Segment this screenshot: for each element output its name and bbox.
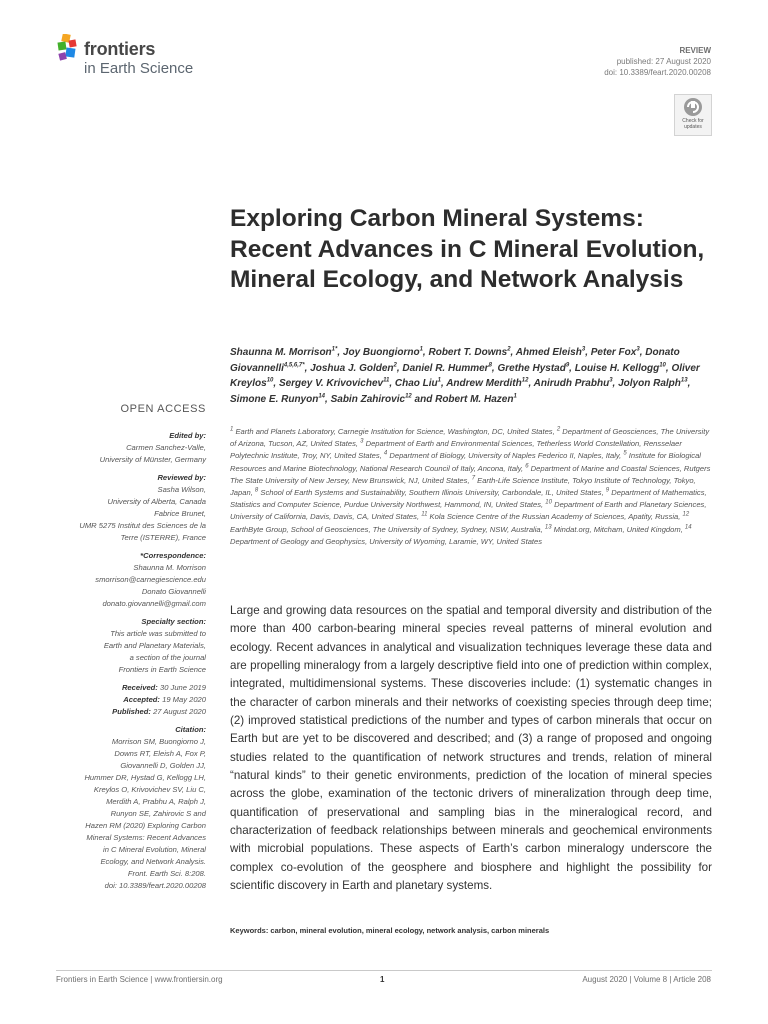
author-affiliation-marker: 1* — [331, 346, 338, 353]
affiliation-item: Kola Science Centre of the Russian Academy of Sciences, Apatity, Russia, — [427, 512, 683, 522]
affiliation-marker: 11 — [421, 511, 428, 518]
correspondence-line[interactable]: donato.giovannelli@gmail.com — [102, 599, 206, 608]
open-access-label: OPEN ACCESS — [120, 403, 206, 415]
specialty-heading: Specialty section: — [141, 617, 206, 626]
author-name[interactable]: Sergey V. Krivovichev$^{11}$ — [278, 377, 390, 390]
author-affiliation-marker: 10 — [659, 362, 666, 369]
editor-line: Carmen Sanchez-Valle, — [126, 443, 206, 452]
author-name[interactable]: Donato Giovannelli$^{4,5,6,7*}$ — [230, 347, 680, 374]
abstract-text: Large and growing data resources on the spatial and temporal diversity and distribution of the more than 400 carbon-bearing mineral species reveal patterns of mineral evolution and ecology. Recent advances in analytical and visualization techniques leverage these data and are propelling mineralogy from a largely descriptive field into one of prediction within complex, integrated, multidimensional systems. These discoveries include: (1) systematic changes in the character of carbon minerals and their networks of coexisting species through deep time; (2) improved statistical predictions of the number and types of carbon minerals that occur on Earth but are yet to be discovered and described; and (3) a range of proposed and ongoing studies related to the quantification of network structures and trends, relation of mineral “natural kinds” to their genetic environments, prediction of the location of mineral species across the globe, examination of the tectonic drivers of mineralization through deep time, quantification of preservational and sampling bias in the mineralogical record, and characterization of feedback relationships between minerals and geochemical environments with microbial populations. These aspects of Earth’s carbon mineralogy underscore the complex co-evolution of the geosphere and biosphere and highlight the possibility for scientific discovery in Earth and planetary systems. — [230, 604, 712, 893]
affiliation-marker: 6 — [525, 463, 529, 470]
affiliation-item: Department of Earth and Environmental Sciences, Tetherless World Constellation, Rensselaer Polytechnic Institute, Troy, NY, United States, — [230, 439, 682, 461]
page-number: 1 — [380, 975, 385, 984]
correspondence-heading: *Correspondence: — [140, 551, 206, 560]
frontiers-logo-icon — [56, 34, 80, 64]
logo-wordmark: frontiers — [84, 39, 156, 59]
correspondence-line: Shaunna M. Morrison — [133, 563, 206, 572]
author-affiliation-marker: 3 — [609, 377, 613, 384]
accepted-date: Accepted: 19 May 2020 — [123, 695, 206, 704]
affiliation-marker: 2 — [556, 426, 561, 433]
author-name[interactable]: Ahmed Eleish$^3$ — [515, 346, 586, 358]
citation-line: Hummer DR, Hystad G, Kellogg LH, — [84, 773, 206, 782]
citation-line: Giovannelli D, Golden JJ, — [120, 761, 206, 770]
footer-divider — [56, 970, 712, 971]
affiliation-list — [230, 426, 715, 548]
article-doi[interactable]: doi: 10.3389/feart.2020.00208 — [604, 68, 711, 77]
affiliation-marker: 4 — [383, 450, 388, 457]
citation-line: Hazen RM (2020) Exploring Carbon — [85, 821, 206, 830]
author-affiliation-marker: 14 — [318, 393, 326, 400]
citation-line: Ecology, and Network Analysis. — [100, 857, 206, 866]
author-name[interactable]: Louise H. Kellogg$^{10}$ — [574, 362, 666, 374]
affiliation-item: Department of Geology and Geophysics, University of Wyoming, Laramie, WY, United States — [230, 536, 543, 546]
check-updates-icon — [675, 95, 711, 119]
affiliation-item: Earth and Planets Laboratory, Carnegie Institution for Science, Washington, DC, United States, — [233, 427, 557, 436]
affiliation-marker: 5 — [623, 450, 627, 457]
journal-logo[interactable] — [56, 34, 226, 80]
affiliation-item: Department of Marine and Coastal Sciences, Rutgers The State University of New Jersey, New Brunswick, NJ, United States, — [230, 463, 711, 485]
journal-name: in Earth Science — [84, 60, 194, 77]
author-affiliation-marker: 3 — [581, 346, 586, 353]
article-meta — [604, 45, 711, 78]
edited-by-heading: Edited by: — [169, 431, 206, 440]
author-affiliation-marker: 11 — [383, 377, 390, 384]
affiliation-item: Earth-Life Science Institute, Tokyo Institute of Technology, Tokyo, Japan, — [230, 475, 696, 498]
correspondence-info — [40, 562, 206, 610]
author-name[interactable]: Robert M. Hazen$^1$ — [435, 393, 517, 405]
affiliation-marker: 12 — [682, 511, 690, 518]
author-affiliation-marker: 4,5,6,7* — [283, 362, 305, 369]
citation-line: Merdith A, Prabhu A, Ralph J, — [106, 797, 206, 806]
author-name[interactable]: Robert T. Downs$^2$ — [428, 346, 511, 358]
author-name[interactable]: Peter Fox$^3$ — [590, 346, 640, 358]
affiliation-item: Department of Biology, University of Naples Federico II, Naples, Italy, — [387, 451, 624, 461]
citation-line: Mineral Systems: Recent Advances — [86, 833, 206, 842]
author-affiliation-marker: 2 — [393, 362, 397, 369]
author-affiliation-marker: 1 — [437, 377, 441, 384]
specialty-info — [40, 628, 206, 676]
citation-line: doi: 10.3389/feart.2020.00208 — [104, 881, 206, 890]
reviewer-line: Fabrice Brunet, — [154, 509, 206, 518]
citation-line: Downs RT, Eleish A, Fox P, — [114, 749, 206, 758]
specialty-line: a section of the journal — [129, 653, 206, 662]
article-info-sidebar — [40, 430, 206, 898]
author-list: Shaunna M. Morrison$^{1*}$, Joy Buongiorno$^1$, Robert T. Downs$^2$, Ahmed Eleish$^3$, Peter Fox$^3$, Donato Giovannelli$^{4,5,6,7*}$, Joshua J. Golden$^2$, Daniel R. Hummer$^8$, Grethe Hystad$^9$, Louise H. Kellogg$^{10}$, Oliver Kreylos$^{10}$, Sergey V. Krivovichev$^{11}$, Chao Liu$^1$, Andrew Merdith$^{12}$, Anirudh Prabhu$^3$, Jolyon Ralph$^{13}$, Simone E. Runyon$^{14}$, Sabin Zahirovic$^{12}$ and Robert M. Hazen$^1$ — [230, 346, 700, 405]
editor-line: University of Münster, Germany — [99, 455, 206, 464]
affiliation-item: Department of Earth and Planetary Sciences, University of California, Davis, Davis, CA, United States, — [230, 500, 707, 522]
check-for-updates-button[interactable] — [674, 94, 712, 136]
check-updates-label: Check for updates — [682, 118, 704, 130]
published-date-sidebar: Published: 27 August 2020 — [112, 707, 206, 716]
citation-line: Runyon SE, Zahirovic S and — [110, 809, 206, 818]
author-affiliation-marker: 12 — [405, 393, 412, 400]
author-affiliation-marker: 9 — [565, 362, 570, 369]
citation-line: Kreylos O, Krivovichev SV, Liu C, — [93, 785, 206, 794]
footer-issue-info: August 2020 | Volume 8 | Article 208 — [582, 975, 711, 984]
reviewed-by-heading: Reviewed by: — [157, 473, 206, 482]
citation-line: Front. Earth Sci. 8:208. — [127, 869, 206, 878]
published-date: published: 27 August 2020 — [616, 57, 711, 66]
specialty-line: Frontiers in Earth Science — [118, 665, 206, 674]
affiliation-marker: 3 — [360, 438, 364, 445]
author-name[interactable]: Andrew Merdith$^{12}$ — [446, 377, 529, 390]
author-affiliation-marker: 12 — [521, 377, 529, 384]
author-affiliation-marker: 1 — [419, 346, 423, 353]
author-name[interactable]: Daniel R. Hummer$^8$ — [402, 362, 492, 374]
affiliation-marker: 8 — [254, 487, 259, 494]
author-name[interactable]: Shaunna M. Morrison$^{1*}$ — [230, 346, 338, 358]
article-type: REVIEW — [679, 46, 711, 55]
author-name[interactable]: Joshua J. Golden$^2$ — [310, 362, 397, 374]
author-affiliation-marker: 10 — [266, 377, 274, 384]
editor-info — [40, 442, 206, 466]
article-dates — [40, 682, 206, 718]
affiliation-marker: 7 — [471, 475, 476, 482]
author-name[interactable]: Jolyon Ralph$^{13}$ — [618, 377, 688, 390]
author-affiliation-marker: 2 — [507, 346, 511, 353]
specialty-line: Earth and Planetary Materials, — [103, 641, 206, 650]
citation-info — [40, 736, 206, 892]
author-affiliation-marker: 3 — [636, 346, 640, 353]
received-date: Received: 30 June 2019 — [121, 683, 206, 692]
footer-journal-link[interactable]: Frontiers in Earth Science | www.frontiersin.org — [56, 975, 223, 984]
reviewer-line: Sasha Wilson, — [157, 485, 206, 494]
reviewer-info — [40, 484, 206, 544]
author-name[interactable]: Joy Buongiorno$^1$ — [342, 346, 423, 358]
affiliation-marker: 13 — [544, 524, 552, 531]
keywords: Keywords: carbon, mineral evolution, mineral ecology, network analysis, carbon minerals — [230, 926, 550, 935]
author-name[interactable]: Chao Liu$^1$ — [394, 377, 441, 390]
specialty-line: This article was submitted to — [110, 629, 206, 638]
affiliation-marker: 10 — [545, 499, 552, 506]
author-affiliation-marker: 1 — [513, 393, 517, 400]
affiliation-marker: 14 — [684, 524, 692, 531]
affiliation-marker: 9 — [605, 487, 610, 494]
reviewer-line: University of Alberta, Canada — [107, 497, 206, 506]
correspondence-line[interactable]: smorrison@carnegiescience.edu — [95, 575, 206, 584]
author-name[interactable]: Anirudh Prabhu$^3$ — [533, 377, 613, 390]
citation-heading: Citation: — [175, 725, 206, 734]
citation-line: in C Mineral Evolution, Mineral — [103, 845, 206, 854]
author-name[interactable]: Oliver Kreylos$^{10}$ — [230, 362, 700, 390]
reviewer-line: UMR 5275 Institut des Sciences de la — [79, 521, 206, 530]
affiliation-marker: 1 — [230, 426, 234, 433]
author-name[interactable]: Grethe Hystad$^9$ — [497, 362, 570, 374]
affiliation-item: School of Earth Systems and Sustainability, Southern Illinois University, Carbondale, IL, United States, — [258, 488, 606, 498]
author-name[interactable]: Sabin Zahirovic$^{12}$ — [330, 393, 412, 405]
citation-line: Morrison SM, Buongiorno J, — [111, 737, 206, 746]
reviewer-line: Terre (ISTERRE), France — [120, 533, 206, 542]
affiliation-item: Department of Geosciences, The University of Arizona, Tucson, AZ, United States, — [230, 427, 710, 449]
affiliation-item: Institute for Biological Resources and Marine Biotechnology, National Research Council of Italy, Ancona, Italy, — [230, 451, 701, 473]
affiliation-item: EarthByte Group, School of Geosciences, The University of Sydney, Sydney, NSW, Australia, — [230, 524, 545, 534]
affiliation-item: Department of Mathematics, Statistics and Computer Science, Purdue University Northwest, Hammond, IN, United States, — [230, 488, 707, 510]
author-name[interactable]: Simone E. Runyon$^{14}$ — [230, 393, 326, 405]
article-title: Exploring Carbon Mineral Systems: Recent Advances in C Mineral Evolution, Mineral Ecology, and Network Analysis — [230, 205, 705, 293]
correspondence-line: Donato Giovannelli — [141, 587, 206, 596]
author-affiliation-marker: 8 — [488, 362, 492, 369]
affiliation-item: Mindat.org, Mitcham, United Kingdom, — [551, 524, 685, 534]
author-affiliation-marker: 13 — [680, 377, 688, 384]
